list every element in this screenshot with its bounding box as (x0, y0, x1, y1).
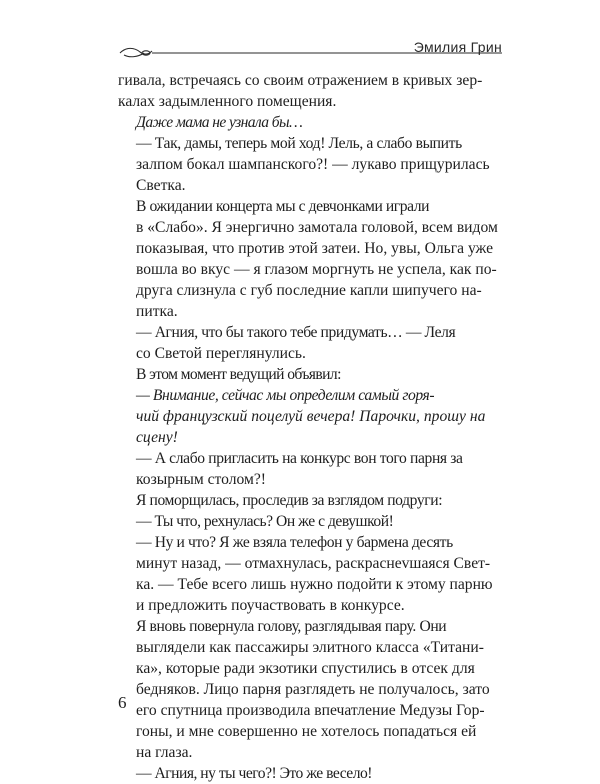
paragraph (118, 490, 502, 511)
paragraph (118, 511, 502, 532)
text-line: — Внимание, сейчас мы определим самый горя- (136, 387, 435, 404)
text-line: калах задымленного помещения. (118, 93, 337, 110)
text-line: выглядели как пассажиры элитного класса «Титани- (136, 639, 484, 656)
paragraph (118, 196, 502, 322)
text-line: минут назад, — отмахнулась, раскраснevшаяся Свет- (136, 555, 491, 572)
text-line: ка. — Тебе всего лишь нужно подойти к этому парню (136, 576, 493, 593)
text-line: его спутница производила впечатление Медузы Гор- (136, 702, 485, 719)
paragraph (118, 70, 502, 112)
text-line: — А слабо пригласить на конкурс вон того парня за (136, 450, 463, 467)
page-number: 6 (118, 693, 127, 712)
text-line: — Ну и что? Я же взяла телефон у бармена десять (136, 534, 453, 551)
text-line: гивала, встречаясь со своим отражением в кривых зер- (118, 72, 483, 89)
paragraph (118, 532, 502, 616)
text-line: залпом бокал шампанского?! — лукаво прищурилась (136, 156, 490, 173)
text-line: В этом момент ведущий объявил: (136, 366, 341, 383)
text-line: — Агния, ну ты чего?! Это же весело! (136, 765, 372, 782)
paragraph (118, 448, 502, 490)
text-line: — Ты что, рехнулась? Он же с девушкой! (136, 513, 394, 530)
paragraph (118, 364, 502, 385)
text-line: бедняков. Лицо парня разглядеть не получалось, зато (136, 681, 490, 698)
text-line: ка», которые ради экзотики спустились в отсек для (136, 660, 475, 677)
paragraph (118, 763, 502, 784)
text-line: чий французский поцелуй вечера! Парочки, прошу на (136, 408, 486, 425)
text-line: и предложить поучаствовать в конкурсе. (136, 597, 405, 614)
text-line: вошла во вкус — я глазом моргнуть не успела, как по- (136, 261, 497, 278)
text-line: Я поморщилась, проследив за взглядом подруги: (136, 492, 443, 509)
paragraph (118, 616, 502, 763)
text-line: сцену! (136, 429, 178, 446)
text-line: со Светой переглянулись. (136, 345, 306, 362)
text-line: Светка. (136, 177, 186, 194)
body-text (118, 70, 502, 784)
paragraph (118, 112, 502, 133)
text-line: козырным столом?! (136, 471, 266, 488)
text-line: В ожидании концерта мы с девчонками играли (136, 198, 429, 215)
text-line: на глаза. (136, 744, 193, 761)
paragraph (118, 133, 502, 196)
text-line: показывая, что против этой затеи. Но, увы, Ольга уже (136, 240, 494, 257)
text-line: друга слизнула с губ последние капли шипучего на- (136, 282, 482, 299)
text-line: гоны, и мне совершенно не хотелось попадаться ей (136, 723, 477, 740)
text-line: — Так, дамы, теперь мой ход! Лель, а слабо выпить (136, 135, 462, 152)
text-line: питка. (136, 303, 178, 320)
paragraph (118, 322, 502, 364)
quill-flourish-icon (120, 48, 152, 56)
running-header (118, 38, 502, 64)
text-line: в «Слабо». Я энергично замотала головой, всем видом (136, 219, 498, 236)
text-line: — Агния, что бы такого тебе придумать… — Леля (136, 324, 456, 341)
running-header-author: Эмилия Грин (413, 39, 502, 55)
paragraph (118, 385, 502, 448)
text-line: Даже мама не узнала бы… (136, 114, 303, 131)
text-line: Я вновь повернула голову, разглядывая пару. Они (136, 618, 447, 635)
